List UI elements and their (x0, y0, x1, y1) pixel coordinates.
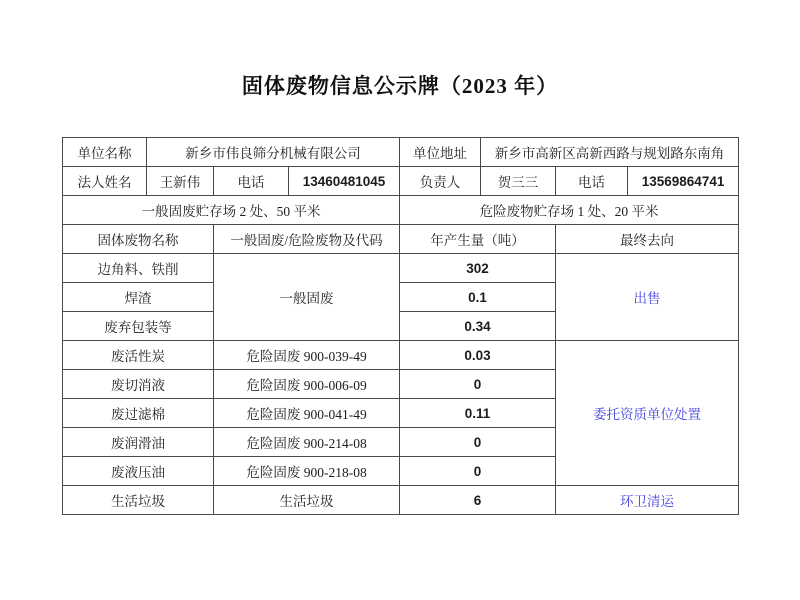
manager-label-cell: 负责人 (400, 167, 481, 196)
header-destination: 最终去向 (556, 225, 739, 254)
hazard-storage-cell: 危险废物贮存场 1 处、20 平米 (400, 196, 739, 225)
table-row-storage (63, 196, 739, 225)
waste-name-cell: 边角料、铁削 (63, 254, 214, 283)
general-storage-cell: 一般固废贮存场 2 处、50 平米 (63, 196, 400, 225)
waste-name-cell: 废弃包装等 (63, 312, 214, 341)
unit-address-label-cell: 单位地址 (400, 138, 481, 167)
legal-person-label-cell: 法人姓名 (63, 167, 147, 196)
waste-amount-cell: 0 (400, 370, 556, 399)
unit-name-label-cell: 单位名称 (63, 138, 147, 167)
waste-amount-cell: 6 (400, 486, 556, 515)
waste-code-cell: 危险固废 900-041-49 (214, 399, 400, 428)
waste-name-cell: 生活垃圾 (63, 486, 214, 515)
waste-amount-cell: 0.34 (400, 312, 556, 341)
waste-amount-cell: 0 (400, 428, 556, 457)
table-row-contacts (63, 167, 739, 196)
page-title: 固体废物信息公示牌（2023 年） (241, 74, 559, 98)
phone1-value-cell: 13460481045 (289, 167, 400, 196)
waste-name-cell: 废活性炭 (63, 341, 214, 370)
waste-destination-cell: 委托资质单位处置 (556, 341, 739, 486)
waste-code-cell: 危险固废 900-214-08 (214, 428, 400, 457)
waste-name-cell: 废切消液 (63, 370, 214, 399)
waste-amount-cell: 0.1 (400, 283, 556, 312)
header-waste-name: 固体废物名称 (63, 225, 214, 254)
table-header-row (63, 225, 739, 254)
waste-info-table (62, 137, 739, 515)
waste-destination-cell: 环卫清运 (556, 486, 739, 515)
table-row-unit (63, 138, 739, 167)
header-annual-amount: 年产生量（吨） (400, 225, 556, 254)
phone2-value-cell: 13569864741 (628, 167, 739, 196)
waste-amount-cell: 0.11 (400, 399, 556, 428)
waste-name-cell: 废过滤棉 (63, 399, 214, 428)
unit-name-value-cell: 新乡市伟良筛分机械有限公司 (147, 138, 400, 167)
waste-destination-cell: 出售 (556, 254, 739, 341)
waste-code-cell: 危险固废 900-218-08 (214, 457, 400, 486)
manager-value-cell: 贺三三 (481, 167, 556, 196)
phone1-label-cell: 电话 (214, 167, 289, 196)
waste-amount-cell: 302 (400, 254, 556, 283)
waste-category-cell: 一般固废 (214, 254, 400, 341)
waste-code-cell: 危险固废 900-006-09 (214, 370, 400, 399)
waste-name-cell: 废液压油 (63, 457, 214, 486)
table-row (63, 254, 739, 283)
waste-amount-cell: 0 (400, 457, 556, 486)
waste-code-cell: 危险固废 900-039-49 (214, 341, 400, 370)
table-row (63, 341, 739, 370)
unit-address-value-cell: 新乡市高新区高新西路与规划路东南角 (481, 138, 739, 167)
header-waste-code: 一般固废/危险废物及代码 (214, 225, 400, 254)
phone2-label-cell: 电话 (556, 167, 628, 196)
waste-name-cell: 废润滑油 (63, 428, 214, 457)
waste-amount-cell: 0.03 (400, 341, 556, 370)
legal-person-value-cell: 王新伟 (147, 167, 214, 196)
table-row (63, 486, 739, 515)
waste-code-cell: 生活垃圾 (214, 486, 400, 515)
waste-name-cell: 焊渣 (63, 283, 214, 312)
